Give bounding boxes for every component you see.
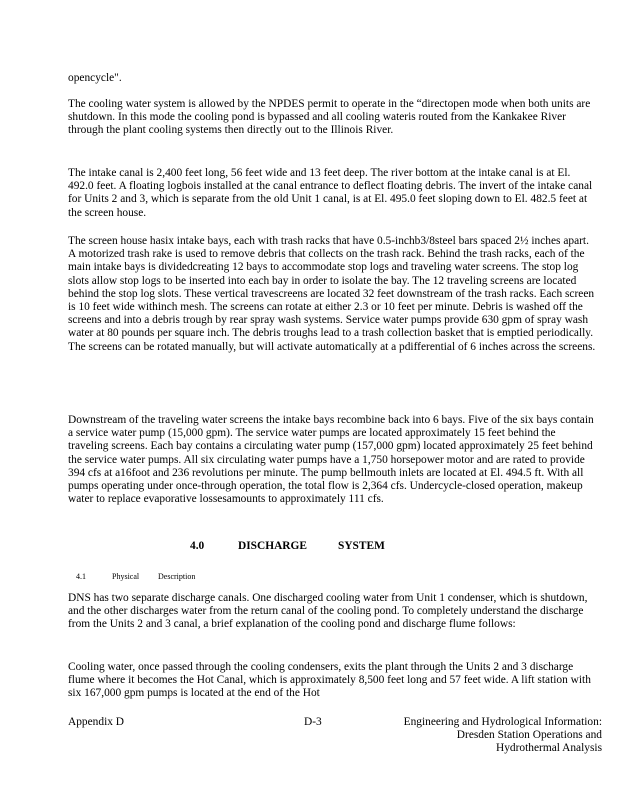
subsection-heading: [76, 572, 195, 581]
paragraph-discharge-canals: DNS has two separate discharge canals. One discharged cooling water from Unit 1 condenser, which is shutdown, and the other discharges water from the return canal of the cooling pond. To completely understand the discharge from the Units 2 and 3 canal, a brief explanation of the cooling pond and discharge flume follows:: [68, 592, 588, 631]
subsection-title-word-1: Physical: [112, 572, 140, 581]
section-number: 4.0: [190, 540, 205, 552]
paragraph-fragment: opencycle".: [68, 72, 122, 84]
footer-title: [404, 716, 602, 756]
subsection-number: 4.1: [76, 572, 86, 581]
paragraph-intake-canal: The intake canal is 2,400 feet long, 56 feet wide and 13 feet deep. The river bottom at the intake canal is at El. 492.0 feet. A floating logbois installed at the canal entrance to deflect floating debris. The invert of the intake canal for Units 2 and 3, which is separate from the old Unit 1 canal, is at El. 495.0 feet sloping down to El. 482.5 feet at the screen house.: [68, 167, 593, 219]
section-heading: [190, 540, 385, 552]
footer-page-number: D-3: [304, 716, 322, 728]
section-title-word-2: SYSTEM: [338, 540, 385, 552]
paragraph-screen-house: The screen house hasix intake bays, each with trash racks that have 0.5-inchb3/8steel bars spaced 2½ inches apart. A motorized trash rake is used to remove debris that collects on the trash rack. Behind the trash racks, each of the main intake bays is dividedcreating 12 bays to accommodate stop logs and traveling water screens. The stop log slots allow stop logs to be inserted into each bay in order to isolate the bay. The 12 traveling screens are located behind the stop log slots. These vertical travescreens are located 32 feet downstream of the trash racks. Each screen is 10 feet wide withinch mesh. The screens can rotate at either 2.3 or 10 feet per minute. Debris is washed off the screens and into a debris trough by rear spray wash systems. Service water pumps provide 630 gpm of spray wash water at 80 pounds per square inch. The debris troughs lead to a trash collection basket that is emptied periodically. The screens can be rotated manually, but will activate automatically at a pdifferential of 6 inches across the screens.: [68, 235, 596, 353]
footer-title-line-3: Hydrothermal Analysis: [496, 742, 602, 755]
footer-appendix: Appendix D: [68, 716, 124, 728]
section-title-word-1: DISCHARGE: [238, 540, 307, 552]
paragraph-cooling-water: Cooling water, once passed through the cooling condensers, exits the plant through the Units 2 and 3 discharge flume where it becomes the Hot Canal, which is approximately 8,500 feet long and 57 feet wide. A lift station with six 167,000 gpm pumps is located at the end of the Hot: [68, 661, 591, 700]
footer-title-line-1: Engineering and Hydrological Information:: [403, 716, 602, 728]
footer-title-line-2: Dresden Station Operations and: [456, 729, 602, 742]
subsection-title-word-2: Description: [158, 572, 196, 581]
paragraph-downstream: Downstream of the traveling water screens the intake bays recombine back into 6 bays. Five of the six bays contain a service water pump (15,000 gpm). The service water pumps are located approximately 15 feet behind the traveling screens. Each bay contains a circulating water pump (157,000 gpm) located approximately 25 feet behind the service water pumps. All six circulating water pumps have a 1,750 horsepower motor and are rated to provide 394 cfs at a16foot and 236 revolutions per minute. The pump bellmouth inlets are located at El. 494.5 ft. With all pumps operating under once-through operation, the total flow is 2,364 cfs. Undercycle-closed operation, makeup water to replace evaporative lossesamounts to approximately 111 cfs.: [68, 414, 594, 506]
paragraph-cooling-system: The cooling water system is allowed by the NPDES permit to operate in the “directopen mode when both units are shutdown. In this mode the cooling pond is bypassed and all cooling wateris routed from the Kankakee River through the plant cooling systems then directly out to the Illinois River.: [68, 98, 591, 137]
